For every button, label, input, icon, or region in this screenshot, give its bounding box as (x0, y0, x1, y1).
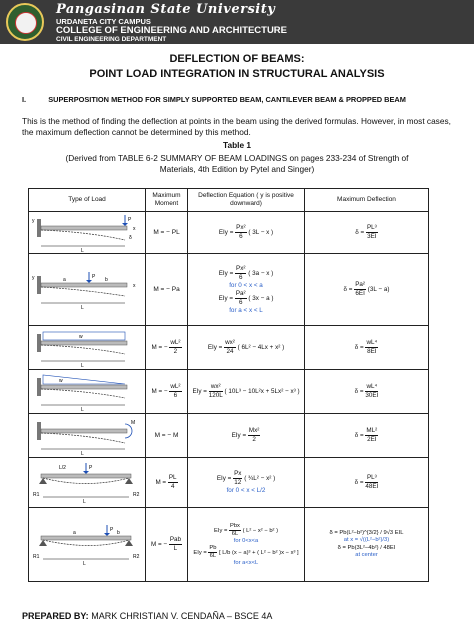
svg-text:w: w (79, 333, 83, 340)
deflection-equation-cell: EIy = $\frac{\text{wx²}}{120L}$ ( 10L³ − 10L²x + 5Lx² − x³ ) (188, 370, 305, 414)
svg-text:L: L (81, 247, 84, 253)
svg-text:w: w (59, 377, 63, 384)
beam-diagram-cantilever-triangular-load (29, 370, 146, 414)
table-source-line2: Materials, 4th Edition by Pytel and Singer) (159, 164, 315, 174)
svg-text:R1: R1 (33, 553, 40, 560)
table-row (29, 254, 429, 326)
max-moment-cell: M = − $\frac{\text{wL²}}{2}$ (146, 326, 188, 370)
svg-text:P: P (110, 526, 114, 533)
max-deflection-cell: δ = $\frac{\text{Pa²}}{6EI}$ (3L − a) (305, 254, 429, 326)
university-name: Pangasinan State University (56, 2, 276, 17)
beam-diagram-simple-eccentric-load (29, 508, 146, 582)
svg-text:b: b (117, 529, 120, 536)
table-title: Table 1 (223, 140, 251, 150)
section-number: I. (22, 95, 27, 104)
svg-text:a: a (63, 276, 66, 283)
beam-diagram-cantilever-end-moment (29, 414, 146, 458)
svg-text:L: L (81, 304, 84, 310)
beam-diagram-cantilever-intermediate-load (29, 254, 146, 326)
department-name: CIVIL ENGINEERING DEPARTMENT (56, 36, 167, 43)
deflection-equation-cell: EIy = $\frac{\text{Mx²}}{2}$ (188, 414, 305, 458)
svg-text:L: L (83, 560, 86, 567)
university-header (0, 0, 474, 44)
max-deflection-cell: δ = $\frac{\text{PL³}}{48EI}$ (305, 458, 429, 508)
deflection-equation-cell: EIy = $\frac{\text{wx²}}{24}$ ( 6L² − 4Lx + x² ) (188, 326, 305, 370)
svg-text:P: P (128, 216, 132, 223)
intro-paragraph: This is the method of finding the deflection at points in the beam using the derived formulas. However, in most cases, the maximum deflection cannot be determined by this method. (22, 116, 451, 137)
table-row (29, 326, 429, 370)
header-maximum-deflection: Maximum Deflection (305, 189, 429, 212)
university-seal-logo (6, 3, 44, 41)
svg-text:a: a (73, 529, 76, 536)
table-header-row (29, 189, 429, 212)
max-deflection-cell: δ = $\frac{\text{PL³}}{3EI}$ (305, 212, 429, 254)
header-maximum-moment: Maximum Moment (146, 189, 188, 212)
deflection-equation-cell: EIy = $\frac{\text{Px²}}{6}$ ( 3L − x ) (188, 212, 305, 254)
prepared-by-footer (22, 611, 272, 621)
deflection-equation-cell: EIy = $\frac{Px}{12}$ ( ¾L² − x² ) for 0 < x < L/2 (188, 458, 305, 508)
svg-text:R1: R1 (33, 491, 40, 498)
max-moment-cell: M = − $\frac{\text{Pab}}{L}$ (146, 508, 188, 582)
svg-text:L: L (81, 450, 84, 456)
max-moment-cell: M = − Pa (146, 254, 188, 326)
max-moment-cell: M = − $\frac{\text{wL²}}{6}$ (146, 370, 188, 414)
table-row (29, 508, 429, 582)
svg-text:P: P (89, 464, 93, 471)
prepared-by-label: PREPARED BY: (22, 611, 89, 621)
svg-text:b: b (105, 276, 108, 283)
deflection-equation-cell: EIy = $\frac{\text{Px²}}{6}$ ( 3a − x ) for 0 < x < a EIy = $\frac{\text{Pa²}}{6}$ ( 3x − a ) for a < x < L (188, 254, 305, 326)
max-deflection-cell: δ = $\frac{\text{ML²}}{2EI}$ (305, 414, 429, 458)
table-source-line1: (Derived from TABLE 6-2 SUMMARY OF BEAM LOADINGS on pages 233-234 of Strength of (65, 153, 409, 163)
header-deflection-equation: Deflection Equation ( y is positive downward) (188, 189, 305, 212)
svg-text:M: M (131, 419, 136, 426)
max-deflection-cell: δ = $\frac{\text{wL⁴}}{8EI}$ (305, 326, 429, 370)
max-moment-cell: M = − M (146, 414, 188, 458)
svg-text:L/2: L/2 (59, 464, 66, 471)
max-moment-cell: M = − PL (146, 212, 188, 254)
document-title-line2: POINT LOAD INTEGRATION IN STRUCTURAL ANALYSIS (89, 68, 385, 80)
beam-diagram-cantilever-uniform-load (29, 326, 146, 370)
document-title-line1: DEFLECTION OF BEAMS: (169, 53, 305, 65)
section-title: SUPERPOSITION METHOD FOR SIMPLY SUPPORTED BEAM, CANTILEVER BEAM & PROPPED BEAM (48, 95, 406, 104)
section-heading (22, 95, 406, 104)
svg-text:x: x (133, 225, 136, 232)
table-row (29, 458, 429, 508)
college-name: COLLEGE OF ENGINEERING AND ARCHITECTURE (56, 25, 287, 36)
campus-name: URDANETA CITY CAMPUS (56, 17, 151, 26)
table-row (29, 370, 429, 414)
preparer-name: MARK CHRISTIAN V. CENDAÑA – BSCE 4A (91, 611, 273, 621)
max-deflection-cell: δ = Pb(L²−b²)^{3/2} / 9√3 EIL at x = √((L²−b²)/3) δ = Pb(3L²−4b²) / 48EI at center (305, 508, 429, 582)
max-moment-cell: M = $\frac{PL}{4}$ (146, 458, 188, 508)
table-row (29, 212, 429, 254)
svg-text:L: L (83, 498, 86, 505)
svg-text:δ: δ (129, 234, 132, 241)
svg-text:L: L (81, 362, 84, 368)
svg-text:x: x (133, 282, 136, 289)
header-type-of-load: Type of Load (29, 189, 146, 212)
table-row (29, 414, 429, 458)
svg-text:R2: R2 (133, 491, 140, 498)
svg-text:L: L (81, 406, 84, 412)
beam-diagram-cantilever-end-load (29, 212, 146, 254)
svg-text:y: y (32, 274, 35, 281)
svg-text:P: P (92, 273, 96, 280)
deflection-equation-cell: EIy = $\frac{\text{Pbx}}{6L}$ ( L² − x² − b² ) for 0<x<a EIy = $\frac{Pb}{6L}$ [ L/b (x − a)³ + ( L² − b² )x − x³ ] for a<x<L (188, 508, 305, 582)
beam-diagram-simple-center-load (29, 458, 146, 508)
max-deflection-cell: δ = $\frac{\text{wL⁴}}{30EI}$ (305, 370, 429, 414)
svg-text:y: y (32, 217, 35, 224)
beam-formula-table (28, 188, 429, 582)
svg-text:R2: R2 (133, 553, 140, 560)
